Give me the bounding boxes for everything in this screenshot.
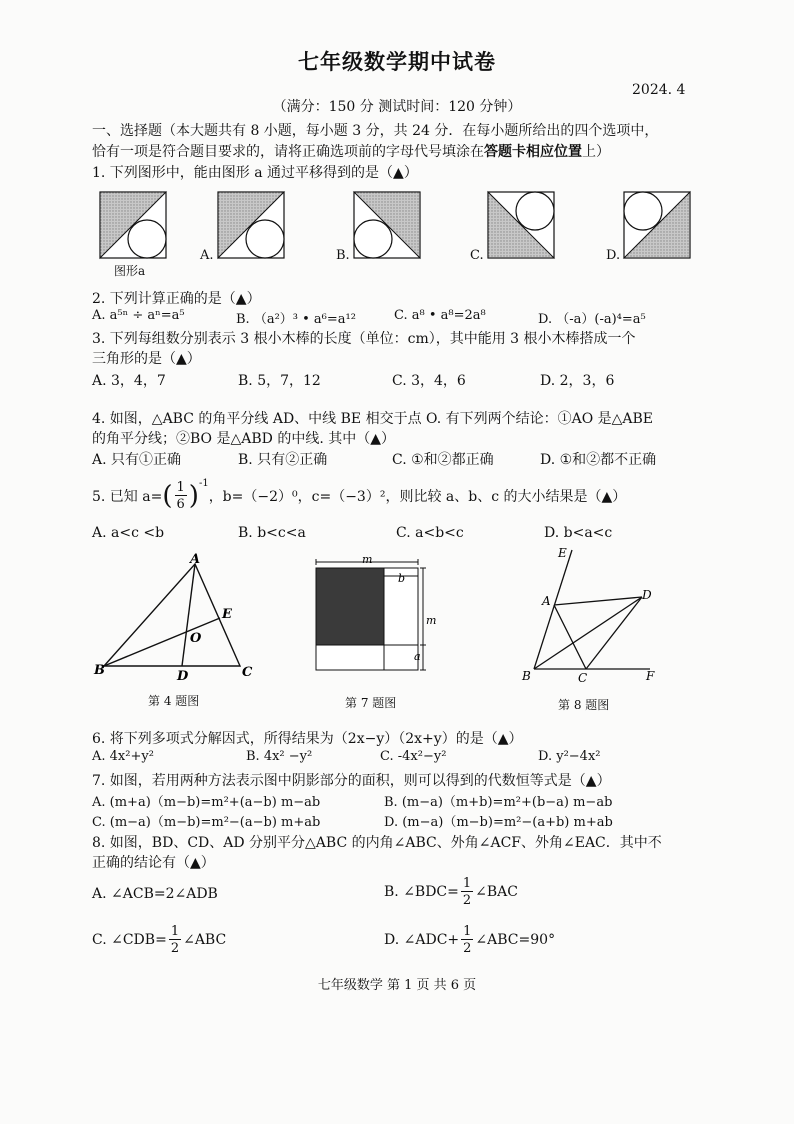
q1-option-d: D. [606,248,621,263]
page-title: 七年级数学期中试卷 [298,49,496,74]
triangle-abc [104,564,240,666]
q2-option-b: B. （a²）³ • a⁶=a¹² [236,312,356,327]
q4-option-c: C. ①和②都正确 [392,452,494,468]
label-b: B [522,669,531,683]
exam-date: 2024. 4 [632,82,686,98]
q5-stem [92,476,626,516]
q3-stem-line1: 3. 下列每组数分别表示 3 根小木棒的长度（单位：cm），其中能用 3 根小木棒搭成一个 [92,331,636,347]
section-heading-text: 恰有一项是符合题目要求的，请将正确选项前的字母代号填涂在 [92,144,484,160]
q5-prefix: 5. 已知 a= [92,489,163,505]
q8-c-post: ∠ABC [183,932,227,948]
q4-stem-line2: 的角平分线；②BO 是△ABD 的中线. 其中（▲） [92,431,395,447]
q5-left-paren: ( [162,481,173,511]
q8-b-num: 1 [462,876,472,891]
q8-c-pre: C. ∠CDB= [92,932,167,948]
q8-option-d [384,920,555,960]
q4-option-b: B. 只有②正确 [238,452,328,468]
q2-option-a: A. a⁵ⁿ ÷ aⁿ=a⁵ [92,308,185,323]
q6-option-b: B. 4x² −y² [246,749,313,764]
q7-option-d: D. (m−a)（m−b)=m²−(a+b) m+ab [384,815,613,830]
figure-q4-caption: 第 4 题图 [148,694,200,708]
q8-d-den: 2 [463,941,472,956]
q5-right-paren: ) [188,481,199,511]
q8-b-pre: B. ∠BDC= [384,884,459,900]
q5-frac-den: 6 [176,497,185,512]
figure-q7 [306,556,436,676]
q6-option-c: C. -4x²−y² [380,749,447,764]
page-footer: 七年级数学 第 1 页 共 6 页 [317,978,477,993]
q2-option-d: D. （-a）(-a)⁴=a⁵ [538,312,646,327]
option-b-figure [354,192,420,258]
q7-option-c: C. (m−a)（m−b)=m²−(a−b) m+ab [92,815,321,830]
label-m-right: m [426,614,436,627]
q5-exponent: -1 [198,478,209,489]
figure-q7-caption: 第 7 题图 [345,696,397,710]
q1-option-a: A. [200,248,214,263]
exam-subtitle: （满分：150 分 测试时间：120 分钟） [272,99,522,115]
option-d-figure [624,192,690,258]
label-o: O [190,631,202,646]
q3-stem-line2: 三角形的是（▲） [92,351,201,367]
section-heading-end: 上） [582,144,610,160]
q8-d-fraction [461,925,473,955]
q7-stem: 7. 如图，若用两种方法表示图中阴影部分的面积，则可以得到的代数恒等式是（▲） [92,773,611,789]
segment-cd [586,597,642,669]
label-a: A [190,552,201,567]
q4-stem-line1: 4. 如图，△ABC 的角平分线 AD、中线 BE 相交于点 O. 有下列两个结论：①AO 是△ABE [92,411,654,427]
q1-stem: 1. 下列图形中，能由图形 a 通过平移得到的是（▲） [92,165,418,181]
label-m-top: m [362,556,373,566]
label-f: F [646,669,655,683]
q7-option-b: B. (m−a)（m+b)=m²+(b−a) m−ab [384,795,613,810]
q2-stem: 2. 下列计算正确的是（▲） [92,291,261,307]
q8-b-fraction [461,877,473,907]
q3-option-a: A. 3，4，7 [92,373,166,389]
figure-q8 [514,542,664,692]
figure-q8-caption: 第 8 题图 [558,698,610,712]
section-heading-emphasis: 答题卡相应位置 [484,144,582,160]
label-d: D [642,588,652,602]
q8-stem-line2: 正确的结论有（▲） [92,855,215,871]
q5-option-b: B. b<c<a [238,525,306,541]
q5-option-d: D. b<a<c [544,525,613,541]
label-c: C [242,665,253,680]
figure-q4 [90,552,260,682]
shaded-rect [316,568,384,645]
q8-d-pre: D. ∠ADC+ [384,932,460,948]
q8-c-den: 2 [170,941,180,956]
section-heading-line1: 一、选择题（本大题共有 8 小题，每小题 3 分，共 24 分．在每小题所给出的四个选项中， [92,123,659,139]
q8-option-c [92,920,226,960]
label-b-side: b [398,572,406,585]
label-e: E [558,546,567,560]
q4-option-a: A. 只有①正确 [92,452,182,468]
q8-option-a: A. ∠ACB=2∠ADB [92,886,218,902]
q3-option-d: D. 2，3，6 [540,373,615,389]
q6-option-d: D. y²−4x² [538,749,601,764]
segment-ad [182,564,195,666]
ray-be [534,550,572,669]
label-d: D [177,669,189,682]
q6-stem: 6. 将下列多项式分解因式，所得结果为（2x−y）（2x+y）的是（▲） [92,731,523,747]
label-e: E [222,607,232,622]
q3-option-b: B. 5，7，12 [238,373,321,389]
figure-a-label: 图形a [114,264,146,278]
q3-option-c: C. 3，4，6 [392,373,466,389]
figure-a [100,192,166,258]
segment-ad [554,597,642,605]
q8-option-b [384,872,518,912]
label-b: B [94,663,105,678]
label-c: C [578,671,588,685]
q8-stem-line1: 8. 如图，BD、CD、AD 分别平分△ABC 的内角∠ABC、外角∠ACF、外角∠EAC．其中不 [92,835,662,851]
q2-option-c: C. a⁸ • a⁸=2a⁸ [394,308,486,323]
q8-b-post: ∠BAC [475,884,518,900]
q7-option-a: A. (m+a)（m−b)=m²+(a−b) m−ab [92,795,321,810]
q6-option-a: A. 4x²+y² [92,749,154,764]
q5-option-a: A. a<c <b [92,525,165,541]
q8-c-num: 1 [170,924,180,939]
segment-be [104,618,220,666]
q8-c-fraction [169,925,181,955]
q5-fraction [175,481,187,511]
q5-option-c: C. a<b<c [396,525,464,541]
q1-option-c: C. [470,248,484,263]
label-a-right: a [414,650,421,663]
label-a: A [542,594,551,608]
section-heading-line2 [92,141,610,161]
option-a-figure [218,192,284,258]
option-c-figure [488,192,554,258]
q8-b-den: 2 [462,893,472,908]
q5-frac-num: 1 [176,480,185,495]
q8-d-num: 1 [463,924,472,939]
q4-option-d: D. ①和②都不正确 [540,452,657,468]
q8-d-post: ∠ABC=90° [475,932,556,948]
q1-option-b: B. [336,248,350,263]
q5-rest: ，b=（−2）⁰，c=（−3）²，则比较 a、b、c 的大小结果是（▲） [208,489,627,505]
